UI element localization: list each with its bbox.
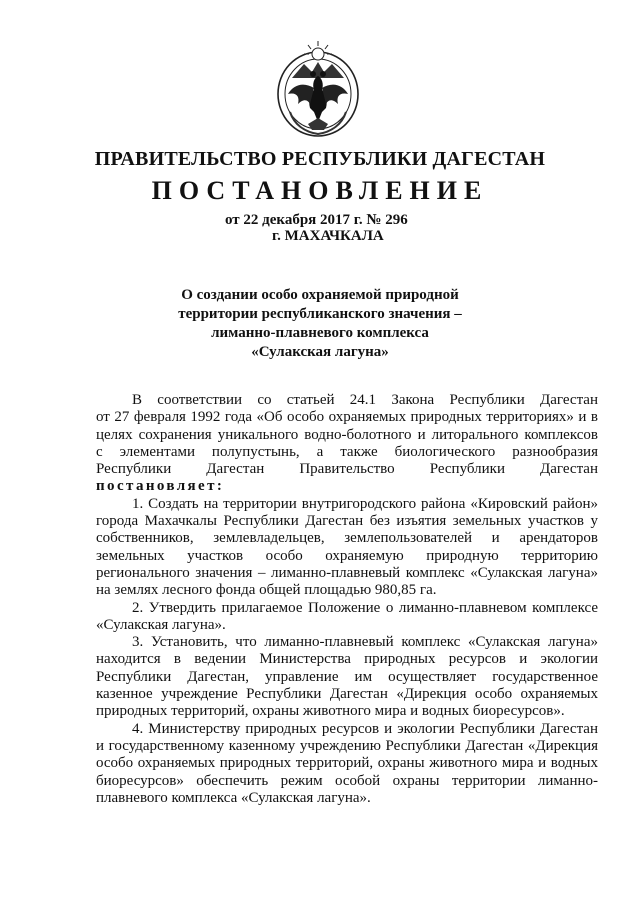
document-type: ПОСТАНОВЛЕНИЕ xyxy=(151,176,489,205)
item-line: на землях лесного фонда общей площадью 980,85 га. xyxy=(96,582,437,599)
government-name: ПРАВИТЕЛЬСТВО РЕСПУБЛИКИ ДАГЕСТАН xyxy=(94,148,546,170)
preamble-line: целях сохранения уникального водно-болотного и литорального комплексов xyxy=(96,426,598,443)
item-line: биоресурсов» обеспечить режим особой охраны территории лиманно- xyxy=(96,772,598,789)
decree-body xyxy=(96,392,598,807)
item-3-paragraph xyxy=(96,634,598,720)
coat-of-arms-icon xyxy=(270,38,366,142)
preamble-line: Республики Дагестан Правительство Республики Дагестан xyxy=(96,461,598,478)
title-line: «Сулакская лагуна» xyxy=(251,344,389,360)
decree-city: г. МАХАЧКАЛА xyxy=(272,228,384,244)
item-1-paragraph xyxy=(96,496,598,600)
item-2-paragraph xyxy=(96,600,598,635)
resolve-word: постановляет: xyxy=(96,478,225,495)
preamble-line: В соответствии со статьей 24.1 Закона Республики Дагестан xyxy=(132,392,598,408)
item-line: 4. Министерству природных ресурсов и экологии Республики Дагестан xyxy=(132,720,598,737)
item-line: находится в ведении Министерства природных ресурсов и экологии xyxy=(96,651,598,668)
preamble-line: с элементами полупустынь, а также биологического разнообразия xyxy=(96,443,598,460)
item-line: особо охраняемых природных территорий, охраны животного мира и водных xyxy=(96,755,598,772)
item-line: 3. Установить, что лиманно-плавневый комплекс «Сулакская лагуна» xyxy=(132,634,598,651)
preamble-line: от 27 февраля 1992 года «Об особо охраняемых природных территориях» и в xyxy=(96,409,598,426)
item-line: земельных участков особо охраняемую природную территорию xyxy=(96,547,598,564)
item-line: «Сулакская лагуна». xyxy=(96,616,226,633)
item-line: регионального значения – лиманно-плавневый комплекс «Сулакская лагуна» xyxy=(96,564,598,581)
title-line: лиманно-плавневого комплекса xyxy=(211,325,429,341)
item-line: плавневого комплекса «Сулакская лагуна». xyxy=(96,789,371,806)
item-line: собственников, землевладельцев, землепользователей и арендаторов xyxy=(96,530,598,547)
item-line: казенное учреждение Республики Дагестан «Дирекция особо охраняемых xyxy=(96,686,598,703)
item-line: города Махачкалы Республики Дагестан без изъятия земельных участков у xyxy=(96,513,598,530)
item-line: и государственному казенному учреждению Республики Дагестан «Дирекция xyxy=(96,737,598,754)
title-line: территории республиканского значения – xyxy=(178,306,462,322)
decree-title xyxy=(120,286,520,362)
title-line: О создании особо охраняемой природной xyxy=(181,287,459,303)
item-line: Республики Дагестан, управление им осуществляет государственное xyxy=(96,668,598,685)
item-line: природных территорий, охраны животного мира и водных биоресурсов». xyxy=(96,703,565,720)
item-line: 2. Утвердить прилагаемое Положение о лиманно-плавневом комплексе xyxy=(132,599,598,616)
preamble-paragraph xyxy=(96,392,598,496)
item-4-paragraph xyxy=(96,721,598,807)
decree-date-number: от 22 декабря 2017 г. № 296 xyxy=(225,212,408,228)
item-line: 1. Создать на территории внутригородского района «Кировский район» xyxy=(132,495,598,512)
